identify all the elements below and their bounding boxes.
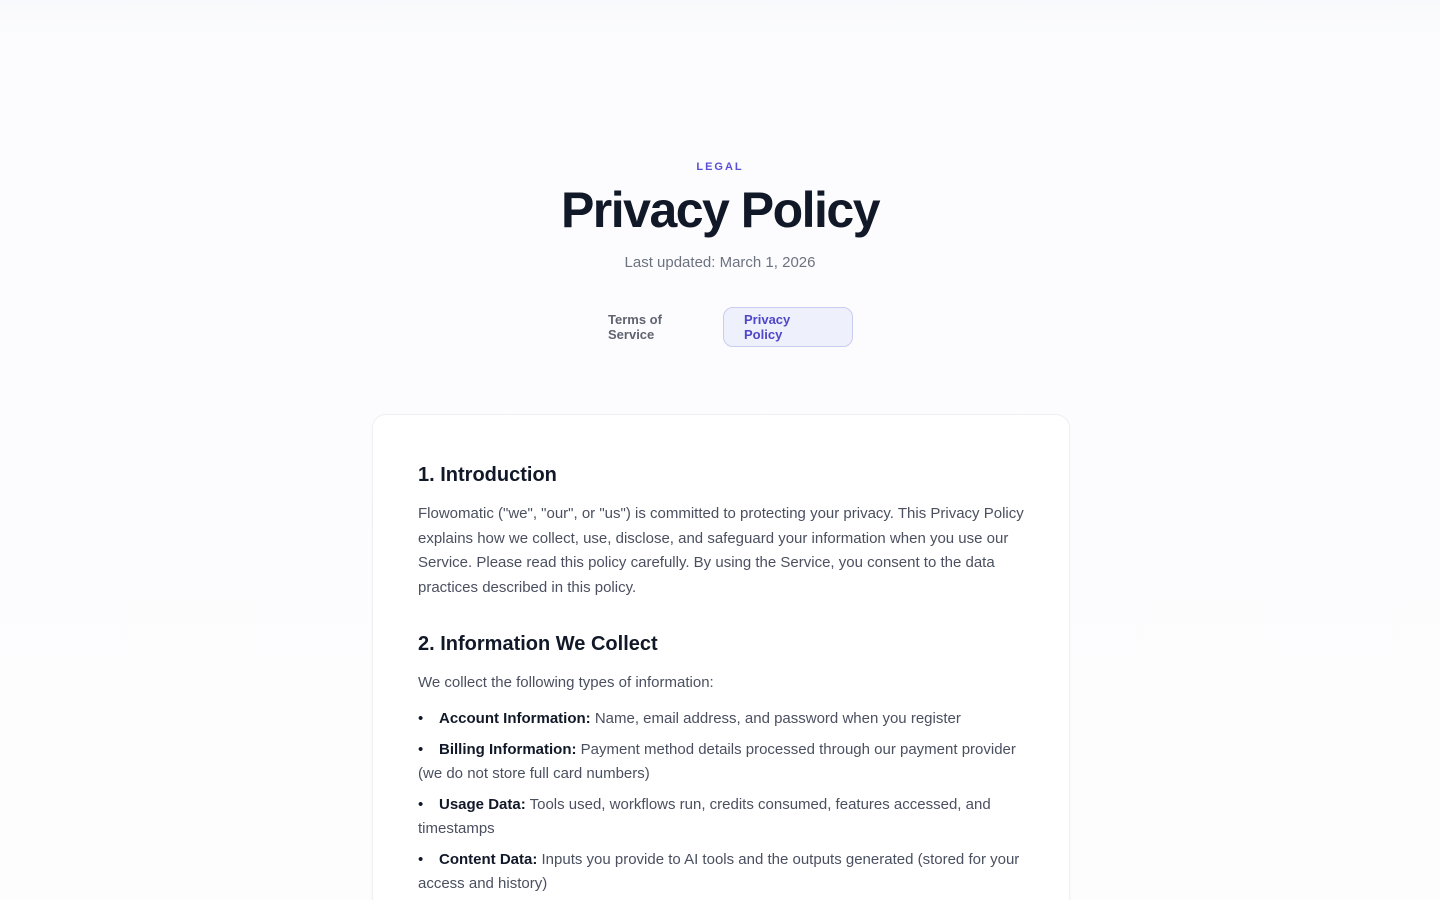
bullet-icon: • — [418, 740, 424, 758]
list-item-text: Tools used, workflows run, credits consumed, features accessed, and timestamps — [418, 795, 991, 837]
list-item — [418, 738, 1028, 787]
section-title-introduction: 1. Introduction — [418, 464, 557, 486]
section-intro-information-we-collect: We collect the following types of information: — [418, 674, 714, 691]
last-updated-text: Last updated: March 1, 2026 — [624, 254, 816, 271]
bullet-icon: • — [418, 710, 424, 727]
list-item-text: Payment method details processed through our payment provider (we do not store full card numbers) — [418, 740, 1016, 782]
bullet-icon: • — [418, 795, 424, 813]
list-item — [418, 707, 1028, 732]
bullet-icon: • — [418, 850, 424, 868]
list-item-label: Usage Data: — [439, 795, 526, 813]
list-item — [418, 793, 1028, 842]
list-item — [418, 848, 1028, 897]
section-body-introduction: Flowomatic ("we", "our", or "us") is committed to protecting your privacy. This Privacy Policy explains how we collect, use, disclose, and safeguard your information when you use our Service. Please read this policy carefully. By using the Service, you consent to the data practices described in this policy. — [418, 505, 1024, 596]
list-item-label: Content Data: — [439, 850, 538, 868]
legal-tabs — [0, 307, 1440, 347]
page-title: Privacy Policy — [560, 182, 880, 238]
list-item-label: Billing Information: — [439, 740, 577, 758]
tab-terms-of-service[interactable]: Terms of Service — [608, 312, 662, 342]
information-list — [418, 707, 1028, 900]
list-item-label: Account Information: — [439, 710, 591, 727]
policy-content-card — [372, 414, 1070, 900]
tab-privacy-policy[interactable]: Privacy Policy — [723, 307, 853, 347]
list-item-text: Name, email address, and password when you register — [590, 710, 961, 727]
legal-eyebrow: LEGAL — [696, 161, 744, 173]
section-title-information-we-collect: 2. Information We Collect — [418, 633, 658, 655]
list-item-text: Inputs you provide to AI tools and the outputs generated (stored for your access and history) — [418, 850, 1020, 892]
